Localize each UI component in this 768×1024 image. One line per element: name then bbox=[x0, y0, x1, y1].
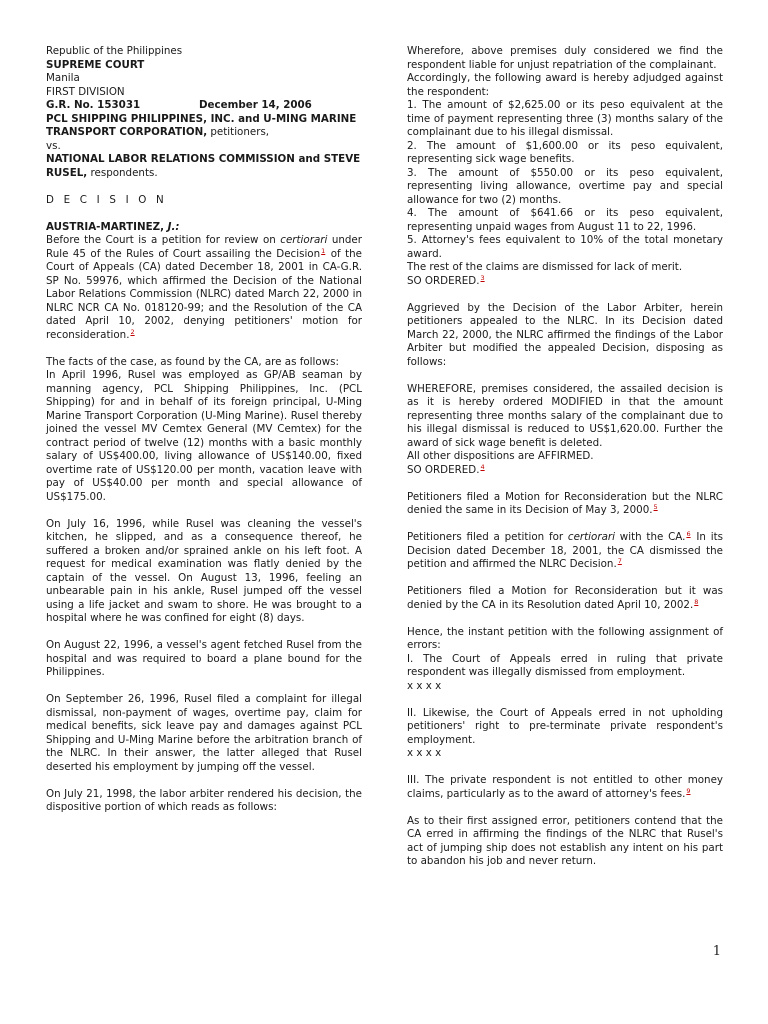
error-1-ellipsis: x x x x bbox=[407, 679, 442, 692]
division-line: FIRST DIVISION bbox=[46, 85, 125, 98]
certiorari-paragraph bbox=[407, 531, 723, 572]
footnote-link-7[interactable]: 7 bbox=[617, 557, 622, 565]
gr-number: G.R. No. 153031 bbox=[46, 99, 141, 111]
right-column bbox=[407, 45, 723, 869]
award-item-1: 1. The amount of $2,625.00 or its peso equivalent at the time of payment representing three (3) months salary of the complainant due to his illegal dismissal. bbox=[407, 99, 723, 138]
petitioners-names: PCL SHIPPING PHILIPPINES, INC. and U-MING MARINE TRANSPORT CORPORATION, bbox=[46, 112, 357, 138]
republic-line: Republic of the Philippines bbox=[46, 45, 183, 57]
nlrc-so-ordered bbox=[407, 464, 723, 478]
footnote-link-2[interactable]: 2 bbox=[130, 327, 135, 336]
award-item-4: 4. The amount of $641.66 or its peso equivalent, representing unpaid wages from August 11 to 22, 1996. bbox=[407, 207, 723, 233]
nlrc-disposition: WHEREFORE, premises considered, the assailed decision is as it is hereby ordered MODIFIED in that the amount representing three months salary of the complainant due to his illegal dismissal is reduced to US$1,620.00. Further the award of sick wage benefit is deleted. bbox=[407, 382, 723, 449]
facts-paragraph-1: In April 1996, Rusel was employed as GP/AB seaman by manning agency, PCL Shipping Philippines, Inc. (PCL Shipping) for and in behalf of its foreign principal, U-Ming Marine Transport Corporation (U-Ming Marine). Rusel thereby joined the vessel MV Cemtex General (MV Cemtex) for the contract period of twelve (12) months with a basic monthly salary of US$400.00, living allowance of US$140.00, fixed overtime rate of US$120.00 per month, vacation leave with pay of US$40.00 per month and special allowance of US$175.00. bbox=[46, 369, 362, 503]
intro-text-1: Before the Court is a petition for review on bbox=[46, 234, 281, 246]
facts-paragraph-4: On September 26, 1996, Rusel filed a complaint for illegal dismissal, non-payment of wages, overtime pay, claim for medical benefits, sick leave pay and damages against PCL Shipping and U-Ming Marine before the arbitration branch of the NLRC. In their answer, the latter alleged that Rusel deserted his employment by jumping off the vessel. bbox=[46, 693, 362, 773]
footnote-link-4[interactable]: 4 bbox=[480, 462, 485, 471]
labor-arbiter-rest: The rest of the claims are dismissed for lack of merit. bbox=[407, 261, 683, 273]
facts-paragraph-3: On August 22, 1996, a vessel's agent fetched Rusel from the hospital and was required to board a plane bound for the Philippines. bbox=[46, 639, 362, 678]
decision-heading: D E C I S I O N bbox=[46, 193, 167, 206]
certiorari-text-1: Petitioners filed a petition for bbox=[407, 531, 568, 543]
intro-text-3: of the Court of Appeals (CA) dated December 18, 2001 in CA-G.R. SP No. 59976, which affirmed the Decision of the National Labor Relations Commission (NLRC) dated March 22, 2000 in NLRC NCR CA No. 018120-99; and the Resolution of the CA dated April 10, 2002, denying petitioners' motion for reconsideration. bbox=[46, 247, 363, 341]
labor-arbiter-award-intro: Accordingly, the following award is hereby adjudged against the respondent: bbox=[407, 72, 723, 98]
labor-arbiter-so-ordered bbox=[407, 275, 723, 289]
footnote-link-5[interactable]: 5 bbox=[653, 503, 658, 511]
decision-date: December 14, 2006 bbox=[199, 99, 312, 111]
respondents-names: NATIONAL LABOR RELATIONS COMMISSION and STEVE RUSEL, bbox=[46, 153, 361, 179]
award-item-3: 3. The amount of $550.00 or its peso equivalent, representing living allowance, overtime pay and special allowance for two (2) months. bbox=[407, 166, 723, 206]
error-2: II. Likewise, the Court of Appeals erred in not upholding petitioners' right to pre-terminate private respondent's employment. bbox=[407, 706, 723, 746]
ca-mr-text: Petitioners filed a Motion for Reconsideration but it was denied by the CA in its Resolution dated April 10, 2002. bbox=[407, 585, 723, 611]
ponente-name: AUSTRIA-MARTINEZ, bbox=[46, 220, 168, 233]
error-3 bbox=[407, 774, 723, 801]
error-3-text: III. The private respondent is not entitled to other money claims, particularly as to the award of attorney's fees. bbox=[407, 774, 723, 800]
nlrc-mr-paragraph bbox=[407, 491, 723, 518]
facts-paragraph-5: On July 21, 1998, the labor arbiter rendered his decision, the dispositive portion of which reads as follows: bbox=[46, 787, 362, 813]
footnote-link-9[interactable]: 9 bbox=[686, 786, 691, 795]
footnote-link-1[interactable]: 1 bbox=[321, 246, 326, 255]
so-ordered-text: SO ORDERED. bbox=[407, 274, 480, 287]
facts-paragraph-2: On July 16, 1996, while Rusel was cleaning the vessel's kitchen, he slipped, and as a consequence thereof, he suffered a broken and/or sprained ankle on his left foot. A request for medical examination was flatly denied by the captain of the vessel. On August 13, 1996, feeling an unbearable pain in his ankle, Rusel jumped off the vessel using a life jacket and swam to shore. He was brought to a hospital where he was confined for eight (8) days. bbox=[46, 517, 362, 624]
left-column bbox=[46, 45, 362, 815]
award-item-2: 2. The amount of $1,600.00 or its peso equivalent, representing sick wage benefits. bbox=[407, 139, 723, 165]
ponente-suffix: J.: bbox=[167, 220, 180, 233]
petitioners-role: petitioners, bbox=[207, 126, 270, 138]
certiorari-italic: certiorari bbox=[567, 531, 615, 543]
intro-paragraph bbox=[46, 234, 362, 342]
page-number: 1 bbox=[712, 944, 721, 959]
ponente-line bbox=[46, 221, 362, 235]
award-item-5: 5. Attorney's fees equivalent to 10% of the total monetary award. bbox=[407, 234, 723, 260]
error-2-ellipsis: x x x x bbox=[407, 747, 442, 759]
footnote-link-6[interactable]: 6 bbox=[686, 530, 691, 538]
first-error-paragraph: As to their first assigned error, petitioners contend that the CA erred in affirming the findings of the NLRC that Rusel's act of jumping ship does not establish any intent on his part to abandon his job and never return. bbox=[407, 814, 723, 867]
footnote-link-3[interactable]: 3 bbox=[480, 273, 485, 282]
respondents-line bbox=[46, 153, 362, 180]
court-name: SUPREME COURT bbox=[46, 58, 145, 71]
petitioners-line bbox=[46, 113, 362, 140]
facts-intro: The facts of the case, as found by the CA, are as follows: bbox=[46, 355, 339, 368]
versus-line: vs. bbox=[46, 139, 61, 152]
nlrc-mr-text: Petitioners filed a Motion for Reconsideration but the NLRC denied the same in its Decision of May 3, 2000. bbox=[407, 490, 723, 516]
labor-arbiter-finding: Wherefore, above premises duly considered we find the respondent liable for unjust repatriation of the complainant. bbox=[407, 45, 723, 71]
aggrieved-paragraph: Aggrieved by the Decision of the Labor Arbiter, herein petitioners appealed to the NLRC. In its Decision dated March 22, 2000, the NLRC affirmed the findings of the Labor Arbiter but modified the appealed Decision, disposing as follows: bbox=[407, 301, 723, 368]
footnote-link-8[interactable]: 8 bbox=[694, 597, 699, 606]
so-ordered-text: SO ORDERED. bbox=[407, 463, 480, 476]
case-number-line bbox=[46, 99, 362, 113]
certiorari-text-3: In its Decision dated December 18, 2001, the CA dismissed the petition and affirmed the NLRC Decision. bbox=[407, 531, 724, 570]
city-line: Manila bbox=[46, 72, 80, 84]
intro-certiorari: certiorari bbox=[280, 234, 328, 246]
error-1: I. The Court of Appeals erred in ruling that private respondent was illegally dismissed from employment. bbox=[407, 652, 723, 678]
certiorari-text-2: with the CA. bbox=[614, 531, 686, 543]
hence-paragraph: Hence, the instant petition with the following assignment of errors: bbox=[407, 625, 723, 651]
respondents-role: respondents. bbox=[87, 166, 158, 179]
nlrc-affirmed: All other dispositions are AFFIRMED. bbox=[407, 450, 594, 462]
intro-text-2: under Rule 45 of the Rules of Court assailing the Decision bbox=[46, 234, 362, 260]
ca-mr-paragraph bbox=[407, 585, 723, 612]
